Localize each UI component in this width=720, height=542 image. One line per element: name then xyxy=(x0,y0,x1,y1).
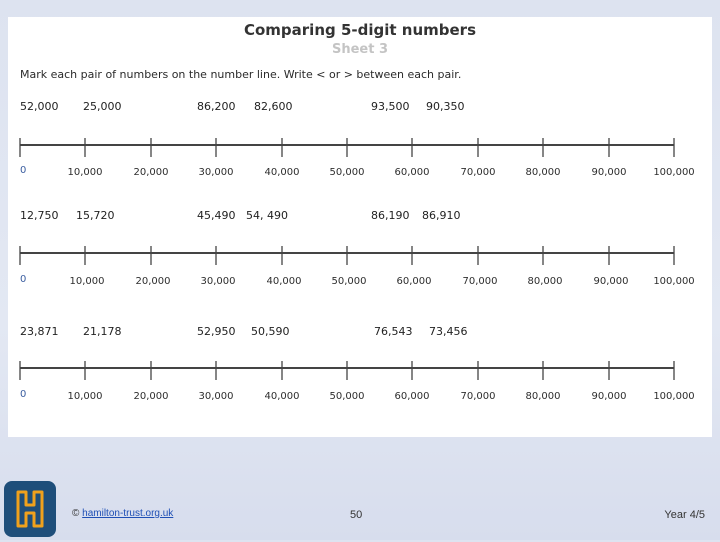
number-5: 76,543 xyxy=(374,325,413,338)
tick-label-100000: 100,000 xyxy=(653,391,695,402)
worksheet-subtitle: Sheet 3 xyxy=(331,42,389,57)
tick-label-80000: 80,000 xyxy=(525,167,561,178)
hamilton-trust-logo xyxy=(4,481,56,537)
number-1: 12,750 xyxy=(20,209,59,222)
tick-label-20000: 20,000 xyxy=(133,167,169,178)
tick-label-100000: 100,000 xyxy=(653,276,695,287)
tick-label-60000: 60,000 xyxy=(396,276,432,287)
number-4: 50,590 xyxy=(251,325,290,338)
tick-label-40000: 40,000 xyxy=(264,391,300,402)
tick-label-10000: 10,000 xyxy=(69,276,105,287)
tick-label-80000: 80,000 xyxy=(525,391,561,402)
tick-label-30000: 30,000 xyxy=(200,276,236,287)
tick-label-90000: 90,000 xyxy=(591,391,627,402)
tick-label-90000: 90,000 xyxy=(591,167,627,178)
tick-label-100000: 100,000 xyxy=(653,167,695,178)
tick-label-40000: 40,000 xyxy=(264,167,300,178)
worksheet-title: Comparing 5-digit numbers xyxy=(243,21,477,39)
tick-label-50000: 50,000 xyxy=(329,167,365,178)
footer-copyright xyxy=(72,508,173,519)
tick-label-0: 0 xyxy=(20,389,27,400)
tick-label-70000: 70,000 xyxy=(462,276,498,287)
tick-label-70000: 70,000 xyxy=(460,167,496,178)
tick-label-70000: 70,000 xyxy=(460,391,496,402)
tick-label-30000: 30,000 xyxy=(198,167,234,178)
tick-label-60000: 60,000 xyxy=(394,391,430,402)
year-label: Year 4/5 xyxy=(664,509,705,521)
tick-label-50000: 50,000 xyxy=(331,276,367,287)
tick-label-40000: 40,000 xyxy=(266,276,302,287)
number-1: 52,000 xyxy=(20,100,59,113)
number-6: 73,456 xyxy=(429,325,468,338)
tick-label-90000: 90,000 xyxy=(593,276,629,287)
number-4: 54, 490 xyxy=(246,209,288,222)
number-2: 25,000 xyxy=(83,100,122,113)
tick-label-0: 0 xyxy=(20,274,27,285)
number-1: 23,871 xyxy=(20,325,59,338)
tick-label-10000: 10,000 xyxy=(67,167,103,178)
number-3: 86,200 xyxy=(197,100,236,113)
tick-label-10000: 10,000 xyxy=(67,391,103,402)
copyright-link[interactable]: hamilton-trust.org.uk xyxy=(82,508,174,519)
number-5: 86,190 xyxy=(371,209,410,222)
worksheet xyxy=(8,17,712,437)
h-logo-icon xyxy=(4,481,56,537)
number-4: 82,600 xyxy=(254,100,293,113)
tick-label-20000: 20,000 xyxy=(133,391,169,402)
number-2: 21,178 xyxy=(83,325,122,338)
number-6: 90,350 xyxy=(426,100,465,113)
tick-label-80000: 80,000 xyxy=(527,276,563,287)
worksheet-instruction: Mark each pair of numbers on the number line. Write < or > between each pair. xyxy=(20,68,462,81)
number-5: 93,500 xyxy=(371,100,410,113)
number-3: 52,950 xyxy=(197,325,236,338)
number-2: 15,720 xyxy=(76,209,115,222)
tick-label-30000: 30,000 xyxy=(198,391,234,402)
number-3: 45,490 xyxy=(197,209,236,222)
number-6: 86,910 xyxy=(422,209,461,222)
tick-label-0: 0 xyxy=(20,165,27,176)
tick-label-60000: 60,000 xyxy=(394,167,430,178)
tick-label-50000: 50,000 xyxy=(329,391,365,402)
copyright-symbol: © xyxy=(72,508,80,519)
tick-label-20000: 20,000 xyxy=(135,276,171,287)
page-number: 50 xyxy=(350,509,363,521)
